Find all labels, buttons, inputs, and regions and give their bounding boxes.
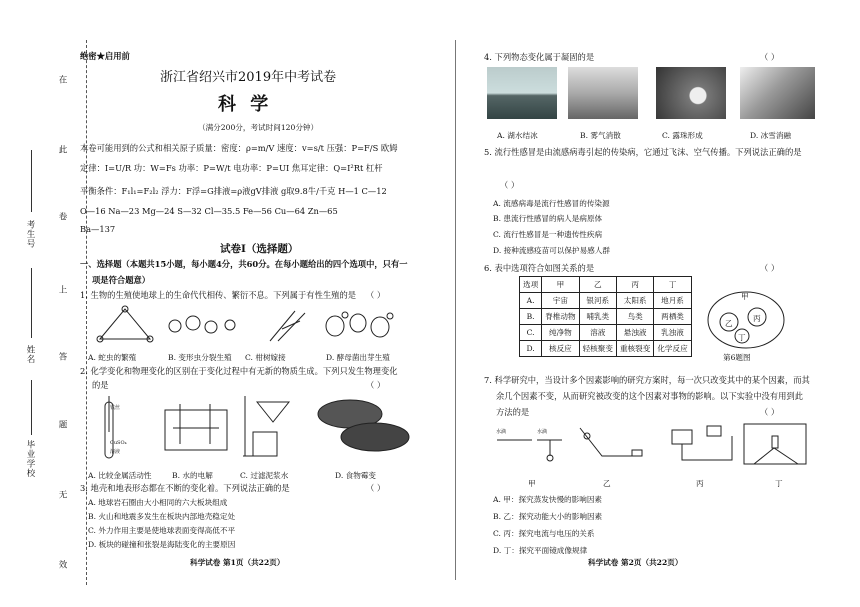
- section-intro: 项是符合题意）: [92, 275, 151, 285]
- q2-figures: [95, 392, 435, 462]
- venn-label: 丙: [753, 314, 761, 323]
- q1-option[interactable]: C. 柑树嫁接: [245, 353, 286, 362]
- q4-photo-dew: [656, 67, 726, 119]
- q2-option[interactable]: D. 食物霉变: [335, 471, 377, 480]
- table-cell: 溶液: [579, 325, 616, 341]
- q7-stem: 余几个因素不变，从而研究被改变的这个因素对事物的影响。以下实验中没有用到此: [496, 391, 803, 401]
- table-cell: 地月系: [654, 293, 691, 309]
- q6-answer-paren[interactable]: （ ）: [760, 263, 780, 273]
- formula-line: 定律：I=U/R 功：W=Fs 功率：P=W/t 电功率：P=UI 焦耳定律：Q=I²Rt 杠杆: [80, 163, 383, 173]
- table-cell: 两栖类: [654, 309, 691, 325]
- school-label: 毕业学校: [25, 440, 35, 478]
- binding-char: 上: [57, 285, 67, 295]
- table-cell: B.: [520, 309, 542, 325]
- q2-label: 溶液: [110, 449, 121, 455]
- table-cell: 悬浊液: [616, 325, 653, 341]
- table-cell: 哺乳类: [579, 309, 616, 325]
- table-cell: C.: [520, 325, 542, 341]
- venn-label: 丁: [738, 333, 746, 342]
- q7-option[interactable]: C. 丙：探究电流与电压的关系: [493, 529, 595, 538]
- q2-label: 铁丝: [110, 405, 121, 411]
- exam-id-field[interactable]: [31, 150, 32, 212]
- table-cell: 重核裂变: [616, 341, 653, 357]
- formula-line: 平衡条件：F₁l₁=F₂l₂ 浮力：F浮=G排液=ρ液gV排液 g取9.8牛/千克 H—1 C—12: [80, 186, 387, 196]
- table-header-cell: 选项: [520, 277, 542, 293]
- q7-figure-label: 乙: [603, 479, 611, 488]
- table-cell: 鸟类: [616, 309, 653, 325]
- venn-label: 甲: [741, 292, 749, 301]
- table-cell: 脊椎动物: [542, 309, 579, 325]
- name-field[interactable]: [31, 268, 32, 338]
- q7-option[interactable]: A. 甲：探究蒸发快慢的影响因素: [493, 495, 603, 504]
- table-cell: 纯净物: [542, 325, 579, 341]
- q3-answer-paren[interactable]: （ ）: [366, 483, 386, 493]
- q7-option[interactable]: B. 乙：探究动能大小的影响因素: [493, 512, 603, 521]
- q1-stem: 1. 生物的生殖使地球上的生命代代相传、繁衍不息。下列属于有性生殖的是: [80, 290, 357, 300]
- table-cell: 太阳系: [616, 293, 653, 309]
- q1-option[interactable]: B. 变形虫分裂生殖: [168, 353, 232, 362]
- q6-caption: 第6题图: [723, 353, 751, 362]
- table-cell: D.: [520, 341, 542, 357]
- q3-option[interactable]: D. 板块的碰撞和张裂是海陆变化的主要原因: [88, 540, 236, 549]
- q7-figure-label: 丙: [696, 479, 704, 488]
- q2-answer-paren[interactable]: （ ）: [366, 380, 386, 390]
- subject-title: 科 学: [218, 94, 273, 115]
- name-label: 姓名: [25, 345, 35, 364]
- section-title: 试卷Ⅰ（选择题）: [220, 243, 299, 255]
- q7-small-label: 水滴: [496, 429, 507, 435]
- table-header-cell: 丙: [616, 277, 653, 293]
- binding-char: 卷: [57, 212, 67, 222]
- q2-option[interactable]: A. 比较金属活动性: [88, 471, 152, 480]
- q7-option[interactable]: D. 丁：探究平面镜成像规律: [493, 546, 588, 555]
- table-header-cell: 丁: [654, 277, 691, 293]
- table-row[interactable]: [520, 341, 692, 357]
- q2-stem: 2. 化学变化和物理变化的区别在于变化过程中有无新的物质生成。下列只发生物理变化: [80, 366, 398, 376]
- page-footer: 科学试卷 第2页（共22页）: [588, 558, 683, 567]
- table-header-row: [520, 277, 692, 293]
- table-cell: 银河系: [579, 293, 616, 309]
- q7-answer-paren[interactable]: （ ）: [760, 407, 780, 417]
- q4-option[interactable]: D. 冰雪消融: [750, 131, 792, 140]
- table-row[interactable]: [520, 309, 692, 325]
- q7-stem: 方法的是: [496, 407, 530, 417]
- q7-figure-label: 甲: [528, 479, 536, 488]
- q2-stem: 的是: [92, 380, 109, 390]
- q2-option[interactable]: C. 过滤泥浆水: [240, 471, 289, 480]
- q4-photo-snow: [740, 67, 815, 119]
- q4-stem: 4. 下列物态变化属于凝固的是: [484, 52, 595, 62]
- page-divider: [455, 40, 456, 580]
- binding-char: 此: [57, 145, 67, 155]
- binding-char: 题: [57, 420, 67, 430]
- table-row[interactable]: [520, 325, 692, 341]
- q4-photo-lake: [487, 67, 557, 119]
- exam-id-label: 考生号: [25, 220, 35, 249]
- section-intro: 一、选择题（本题共15小题，每小题4分，共60分。在每小题给出的四个选项中，只有一: [80, 259, 408, 269]
- formula-line: 本卷可能用到的公式和相关原子质量：密度：ρ=m/V 速度：v=s/t 压强：P=F/S 欧姆: [80, 143, 398, 153]
- table-header-cell: 甲: [542, 277, 579, 293]
- secret-mark: 绝密★启用前: [80, 51, 130, 61]
- table-header-cell: 乙: [579, 277, 616, 293]
- table-cell: 乳浊液: [654, 325, 691, 341]
- q4-option[interactable]: A. 湖水结冰: [497, 131, 538, 140]
- q4-answer-paren[interactable]: （ ）: [760, 52, 780, 62]
- formula-line: Ba—137: [80, 224, 116, 234]
- q3-option[interactable]: C. 外力作用主要是使地球表面变得高低不平: [88, 526, 236, 535]
- q5-answer-paren[interactable]: （ ）: [500, 180, 520, 190]
- q5-option[interactable]: D. 接种流感疫苗可以保护易感人群: [493, 246, 610, 255]
- table-row[interactable]: [520, 293, 692, 309]
- exam-info: （满分200分，考试时间120分钟）: [198, 123, 319, 132]
- q3-option[interactable]: B. 火山和地震多发生在板块内部地壳稳定处: [88, 512, 236, 521]
- page-footer: 科学试卷 第1页（共22页）: [190, 558, 285, 567]
- q5-option[interactable]: C. 流行性感冒是一种遗传性疾病: [493, 230, 603, 239]
- school-field[interactable]: [31, 380, 32, 435]
- q2-label: CuSO₄: [110, 440, 127, 446]
- q6-table: [519, 276, 692, 357]
- table-cell: A.: [520, 293, 542, 309]
- binding-char: 在: [57, 75, 67, 85]
- table-cell: 化学反应: [654, 341, 691, 357]
- formula-line: O—16 Na—23 Mg—24 S—32 Cl—35.5 Fe—56 Cu—64 Zn—65: [80, 206, 338, 216]
- q1-option[interactable]: A. 蛇虫的繁殖: [88, 353, 137, 362]
- q4-option[interactable]: C. 露珠形成: [662, 131, 703, 140]
- binding-char: 效: [57, 560, 67, 570]
- q7-stem: 7. 科学研究中，当设计多个因素影响的研究方案时，每一次只改变其中的某个因素，而其: [484, 375, 810, 385]
- venn-label: 乙: [725, 319, 733, 328]
- q7-figures: [492, 418, 822, 474]
- table-cell: 轻核聚变: [579, 341, 616, 357]
- exam-title: 浙江省绍兴市2019年中考试卷: [160, 70, 337, 85]
- q4-option[interactable]: B. 雾气消散: [580, 131, 621, 140]
- q7-figure-label: 丁: [775, 479, 783, 488]
- q5-stem: 5. 流行性感冒是由流感病毒引起的传染病，它通过飞沫、空气传播。下列说法正确的是: [484, 147, 802, 157]
- binding-char: 答: [57, 352, 67, 362]
- q4-photo-fog: [568, 67, 638, 119]
- q3-option[interactable]: A. 地球岩石圈由大小相同的六大板块组成: [88, 498, 228, 507]
- q1-answer-paren[interactable]: （ ）: [366, 290, 386, 300]
- q3-stem: 3. 地壳和地表形态都在不断的变化着。下列说法正确的是: [80, 483, 290, 493]
- q2-option[interactable]: B. 水的电解: [172, 471, 213, 480]
- q6-stem: 6. 表中选项符合如图关系的是: [484, 263, 595, 273]
- q1-figures: [90, 301, 450, 349]
- binding-char: 无: [57, 490, 67, 500]
- binding-line: [86, 40, 87, 585]
- q5-option[interactable]: A. 流感病毒是流行性感冒的传染源: [493, 199, 610, 208]
- table-cell: 宇宙: [542, 293, 579, 309]
- q1-option[interactable]: D. 酵母菌出芽生殖: [326, 353, 390, 362]
- q5-option[interactable]: B. 患流行性感冒的病人是病原体: [493, 214, 603, 223]
- table-cell: 核反应: [542, 341, 579, 357]
- q7-small-label: 水滴: [537, 429, 548, 435]
